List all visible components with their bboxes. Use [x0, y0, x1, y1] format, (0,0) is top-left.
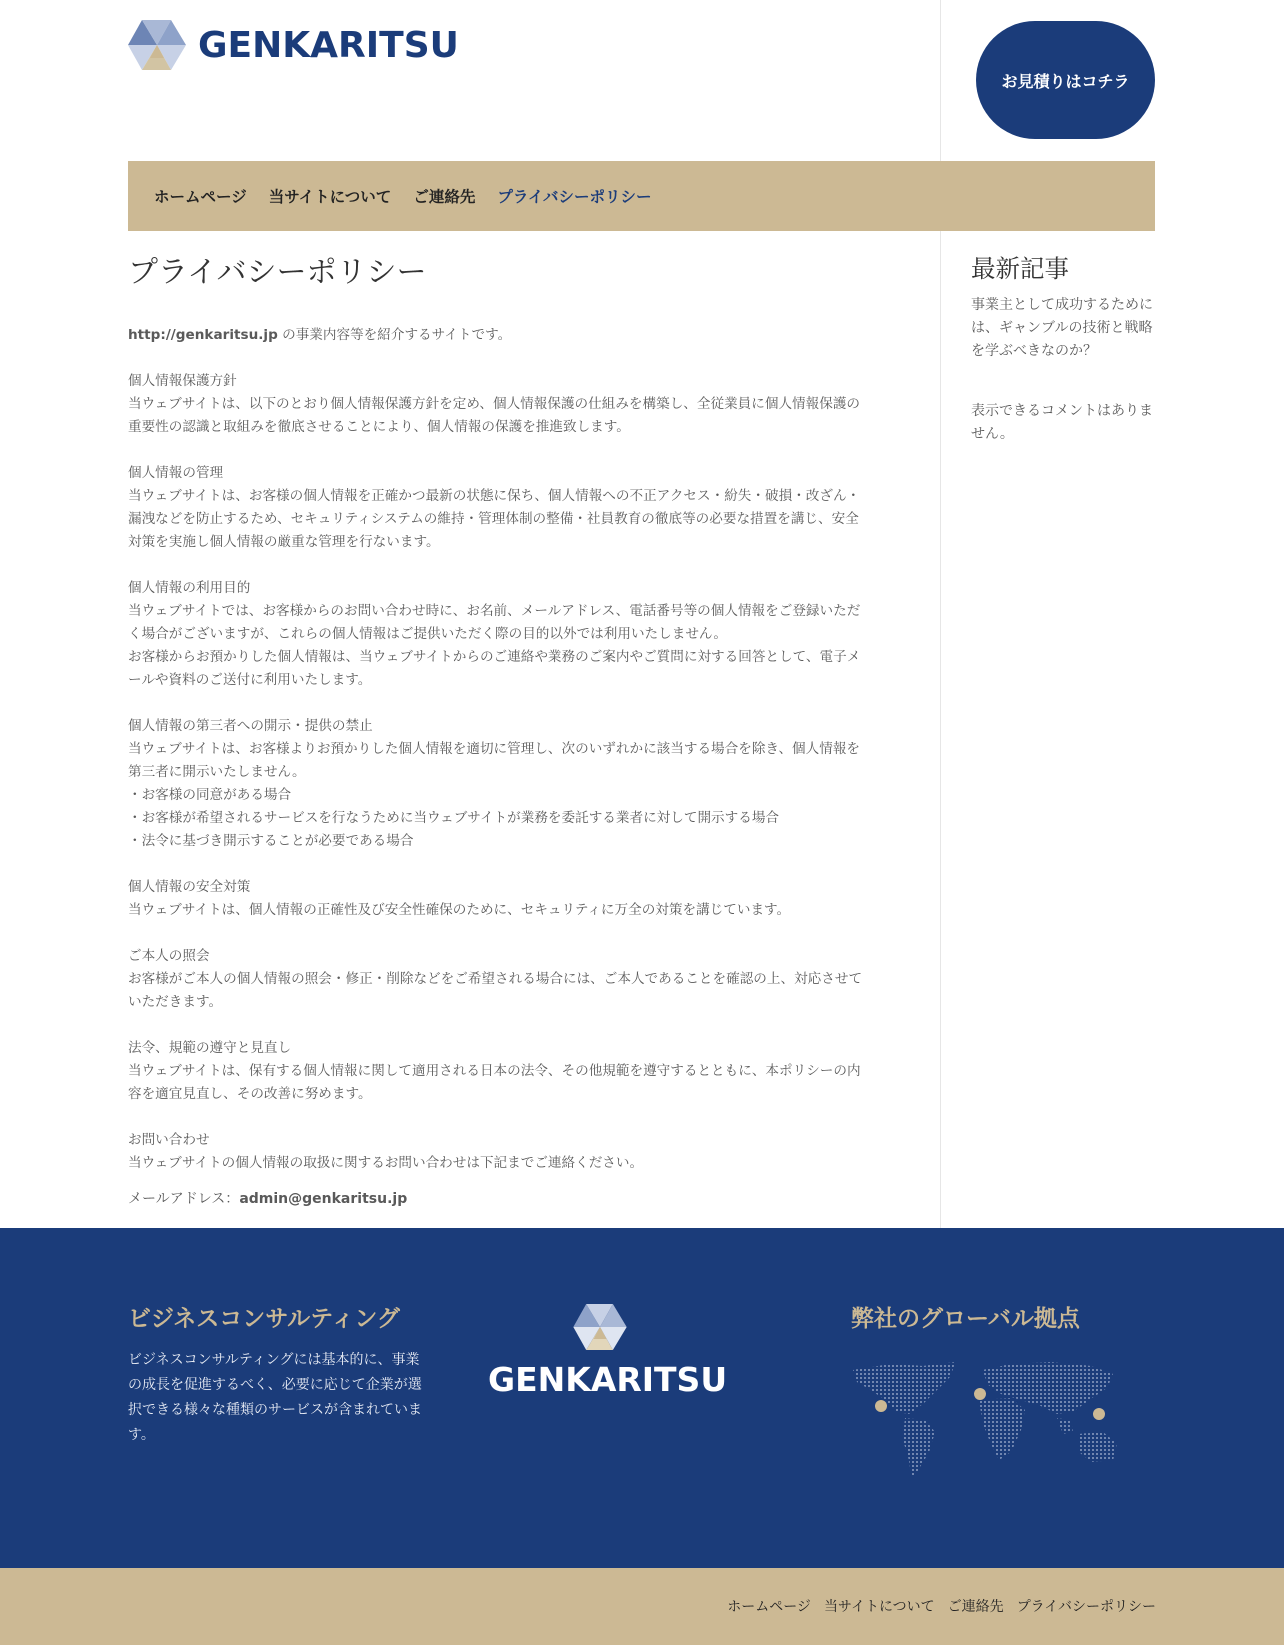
location-marker	[974, 1388, 986, 1400]
section-line: 当ウェブサイトの個人情報の取扱に関するお問い合わせは下記までご連絡ください。	[128, 1155, 644, 1171]
main-content	[128, 250, 888, 1211]
section-line: 当ウェブサイトは、個人情報の正確性及び安全性確保のために、セキュリティに万全の対策を講じています。	[128, 902, 791, 918]
footer-nav-about[interactable]: 当サイトについて	[823, 1599, 935, 1615]
section-line: ・お客様の同意がある場合	[128, 787, 292, 803]
section-line: ・法令に基づき開示することが必要である場合	[128, 833, 414, 849]
section-line: 当ウェブサイトは、保有する個人情報に関して適用される日本の法令、その他規範を遵守するとともに、本ポリシーの内	[128, 1063, 861, 1079]
section-heading: お問い合わせ	[128, 1132, 210, 1148]
policy-sections	[128, 370, 888, 1175]
footer-logo[interactable]	[488, 1304, 728, 1399]
section-heading: 個人情報保護方針	[128, 373, 237, 389]
policy-section	[128, 370, 888, 439]
site-logo[interactable]	[128, 20, 459, 70]
footer-consulting-title: ビジネスコンサルティング	[128, 1306, 400, 1332]
policy-section	[128, 462, 888, 554]
world-map-icon	[851, 1360, 1131, 1482]
footer-consulting-text: ビジネスコンサルティングには基本的に、事業の成長を促進するべく、必要に応じて企業が選択できる様々な種類のサービスが含まれています。	[128, 1352, 422, 1443]
nav-item-about[interactable]: 当サイトについて	[268, 188, 392, 206]
section-line: 漏洩などを防止するため、セキュリティシステムの維持・管理体制の整備・社員教育の徹底等の必要な措置を講じ、安全	[128, 511, 859, 527]
section-line: 容を適宜見直し、その改善に努めます。	[128, 1086, 372, 1102]
policy-section	[128, 1129, 888, 1175]
section-heading: 個人情報の管理	[128, 465, 224, 481]
section-line: お客様からお預かりした個人情報は、当ウェブサイトからのご連絡や業務のご案内やご質問に対する回答として、電子メ	[128, 649, 861, 665]
section-line: 当ウェブサイトは、お客様の個人情報を正確かつ最新の状態に保ち、個人情報への不正アクセス・紛失・破損・改ざん・	[128, 488, 861, 504]
footer-logo-mark-icon	[573, 1304, 627, 1350]
section-line: いただきます。	[128, 994, 223, 1010]
section-line: お客様がご本人の個人情報の照会・修正・削除などをご希望される場合には、ご本人であることを確認の上、対応させて	[128, 971, 863, 987]
nav-item-home[interactable]: ホームページ	[154, 188, 247, 206]
nav-item-privacy[interactable]: プライバシーポリシー	[497, 188, 652, 206]
main-nav	[128, 161, 1155, 231]
section-line: く場合がございますが、これらの個人情報はご提供いただく際の目的以外では利用いたしません。	[128, 626, 727, 642]
section-line: 対策を実施し個人情報の厳重な管理を行ないます。	[128, 534, 440, 550]
mail-address[interactable]: admin@genkaritsu.jp	[239, 1191, 408, 1207]
logo-mark-icon	[128, 20, 186, 70]
policy-section	[128, 715, 888, 853]
no-comments-text: 表示できるコメントはありません。	[971, 403, 1153, 442]
page-title: プライバシーポリシー	[128, 255, 427, 290]
nav-item-contact[interactable]: ご連絡先	[413, 188, 476, 206]
section-line: ・お客様が希望されるサービスを行なうために当ウェブサイトが業務を委託する業者に対して開示する場合	[128, 810, 780, 826]
policy-section	[128, 1037, 888, 1106]
footer	[0, 1228, 1284, 1568]
bottom-bar	[0, 1568, 1284, 1645]
mail-line	[128, 1188, 888, 1211]
location-marker	[1093, 1408, 1105, 1420]
section-heading: 個人情報の安全対策	[128, 879, 251, 895]
section-line: ールや資料のご送付に利用いたします。	[128, 672, 372, 688]
section-line: 重要性の認識と取組みを徹底させることにより、個人情報の保護を推進致します。	[128, 419, 630, 435]
footer-nav-privacy[interactable]: プライバシーポリシー	[1016, 1599, 1156, 1615]
location-marker	[875, 1400, 887, 1412]
mail-label: メールアドレス：	[128, 1191, 240, 1207]
footer-logo-text: GENKARITSU	[488, 1360, 728, 1399]
policy-section	[128, 945, 888, 1014]
section-line: 当ウェブサイトは、以下のとおり個人情報保護方針を定め、個人情報保護の仕組みを構築し、全従業員に個人情報保護の	[128, 396, 861, 412]
intro-rest: の事業内容等を紹介するサイトです。	[277, 327, 512, 343]
footer-nav	[714, 1596, 1156, 1616]
recent-post-link[interactable]: 事業主として成功するためには、ギャンブルの技術と戦略を学ぶべきなのか？	[971, 297, 1153, 359]
policy-section	[128, 876, 888, 922]
intro-url[interactable]: http://genkaritsu.jp	[128, 327, 278, 343]
sidebar	[971, 252, 1157, 446]
logo-text: GENKARITSU	[198, 24, 459, 66]
section-line: 当ウェブサイトでは、お客様からのお問い合わせ時に、お名前、メールアドレス、電話番号等の個人情報をご登録いただ	[128, 603, 861, 619]
section-line: 当ウェブサイトは、お客様よりお預かりした個人情報を適切に管理し、次のいずれかに該当する場合を除き、個人情報を	[128, 741, 861, 757]
estimate-button[interactable]: お見積りはコチラ	[976, 21, 1155, 139]
section-heading: 個人情報の第三者への開示・提供の禁止	[128, 718, 373, 734]
footer-nav-contact[interactable]: ご連絡先	[947, 1599, 1004, 1615]
section-line: 第三者に開示いたしません。	[128, 764, 306, 780]
section-heading: 法令、規範の遵守と見直し	[128, 1040, 292, 1056]
policy-section	[128, 577, 888, 692]
section-heading: 個人情報の利用目的	[128, 580, 251, 596]
intro-text	[128, 324, 888, 347]
footer-nav-home[interactable]: ホームページ	[727, 1599, 811, 1615]
section-heading: ご本人の照会	[128, 948, 210, 964]
recent-posts-title: 最新記事	[971, 254, 1069, 283]
footer-global-title: 弊社のグローバル拠点	[851, 1306, 1080, 1332]
